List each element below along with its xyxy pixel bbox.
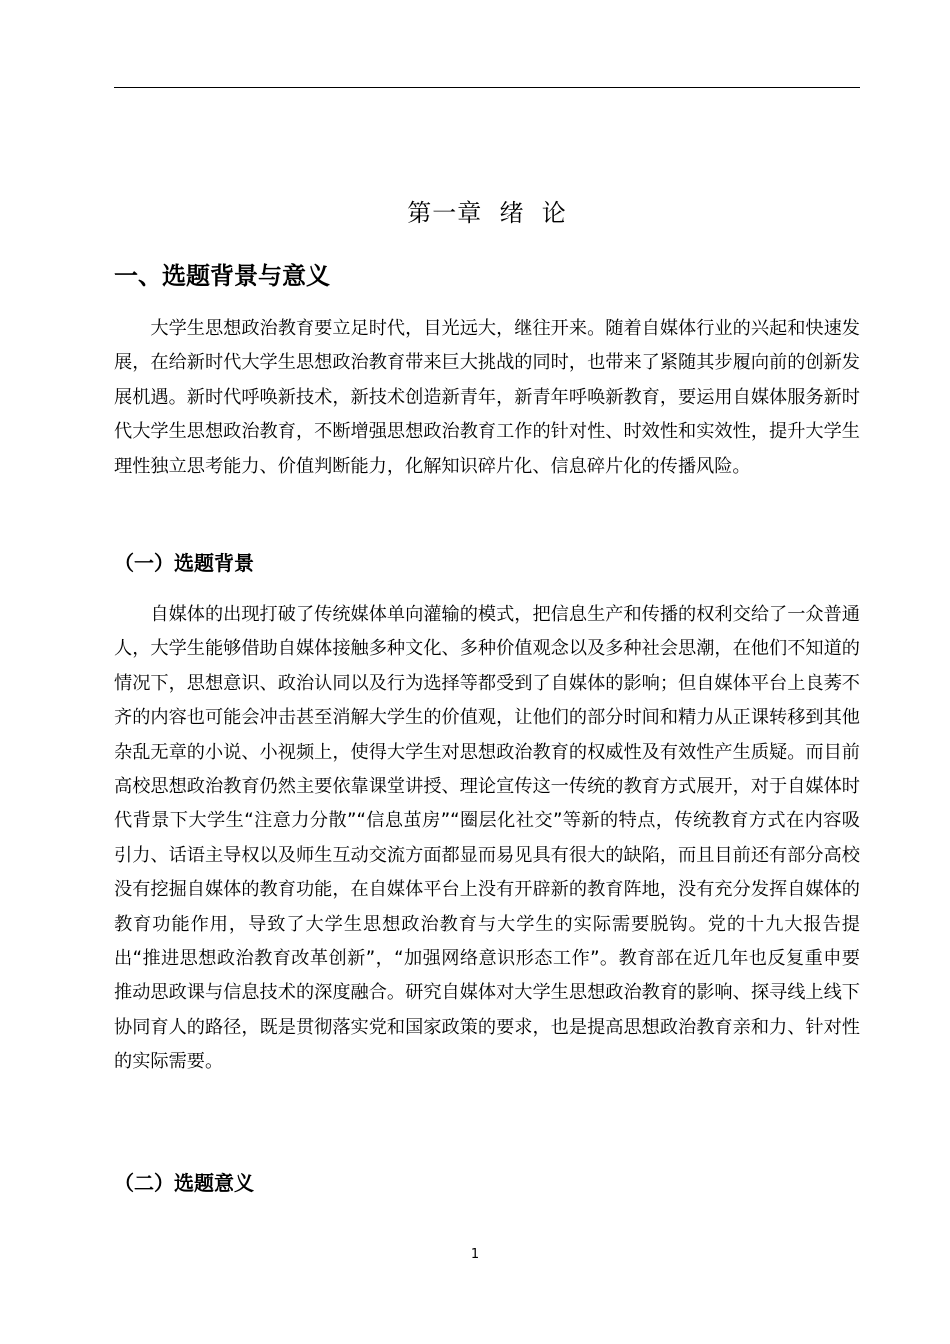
paragraph-topic-background: 自媒体的出现打破了传统媒体单向灌输的模式，把信息生产和传播的权利交给了一众普通人，大学生能够借助自媒体接触多种文化、多种价值观念以及多种社会思潮，在他们不知道的情况下，思想意识、政治认同以及行为选择等都受到了自媒体的影响；但自媒体平台上良莠不齐的内容也可能会冲击甚至消解大学生的价值观，让他们的部分时间和精力从正课转移到其他杂乱无章的小说、小视频上，使得大学生对思想政治教育的权威性及有效性产生质疑。而目前高校思想政治教育仍然主要依靠课堂讲授、理论宣传这一传统的教育方式展开，对于自媒体时代背景下大学生“注意力分散”“信息茧房”“圈层化社交”等新的特点，传统教育方式在内容吸引力、话语主导权以及师生互动交流方面都显而易见具有很大的缺陷，而且目前还有部分高校没有挖掘自媒体的教育功能，在自媒体平台上没有开辟新的教育阵地，没有充分发挥自媒体的教育功能作用，导致了大学生思想政治教育与大学生的实际需要脱钩。党的十九大报告提出“推进思想政治教育改革创新”，“加强网络意识形态工作”。教育部在近几年也反复重申要推动思政课与信息技术的深度融合。研究自媒体对大学生思想政治教育的影响、探寻线上线下协同育人的路径，既是贯彻落实党和国家政策的要求，也是提高思想政治教育亲和力、针对性的实际需要。 <box>114 604 860 1073</box>
subheading-topic-significance: （二）选题意义 <box>114 1171 254 1195</box>
section-heading: 一、选题背景与意义 <box>114 262 330 290</box>
chapter-title: 第一章 绪 论 <box>407 199 567 227</box>
header-rule <box>114 87 860 88</box>
paragraph-background-intro: 大学生思想政治教育要立足时代，目光远大，继往开来。随着自媒体行业的兴起和快速发展，在给新时代大学生思想政治教育带来巨大挑战的同时，也带来了紧随其步履向前的创新发展机遇。新时代呼唤新技术，新技术创造新青年，新青年呼唤新教育，要运用自媒体服务新时代大学生思想政治教育，不断增强思想政治教育工作的针对性、时效性和实效性，提升大学生理性独立思考能力、价值判断能力，化解知识碎片化、信息碎片化的传播风险。 <box>114 318 860 477</box>
page-number: 1 <box>470 1247 480 1262</box>
subheading-topic-background: （一）选题背景 <box>114 551 254 575</box>
